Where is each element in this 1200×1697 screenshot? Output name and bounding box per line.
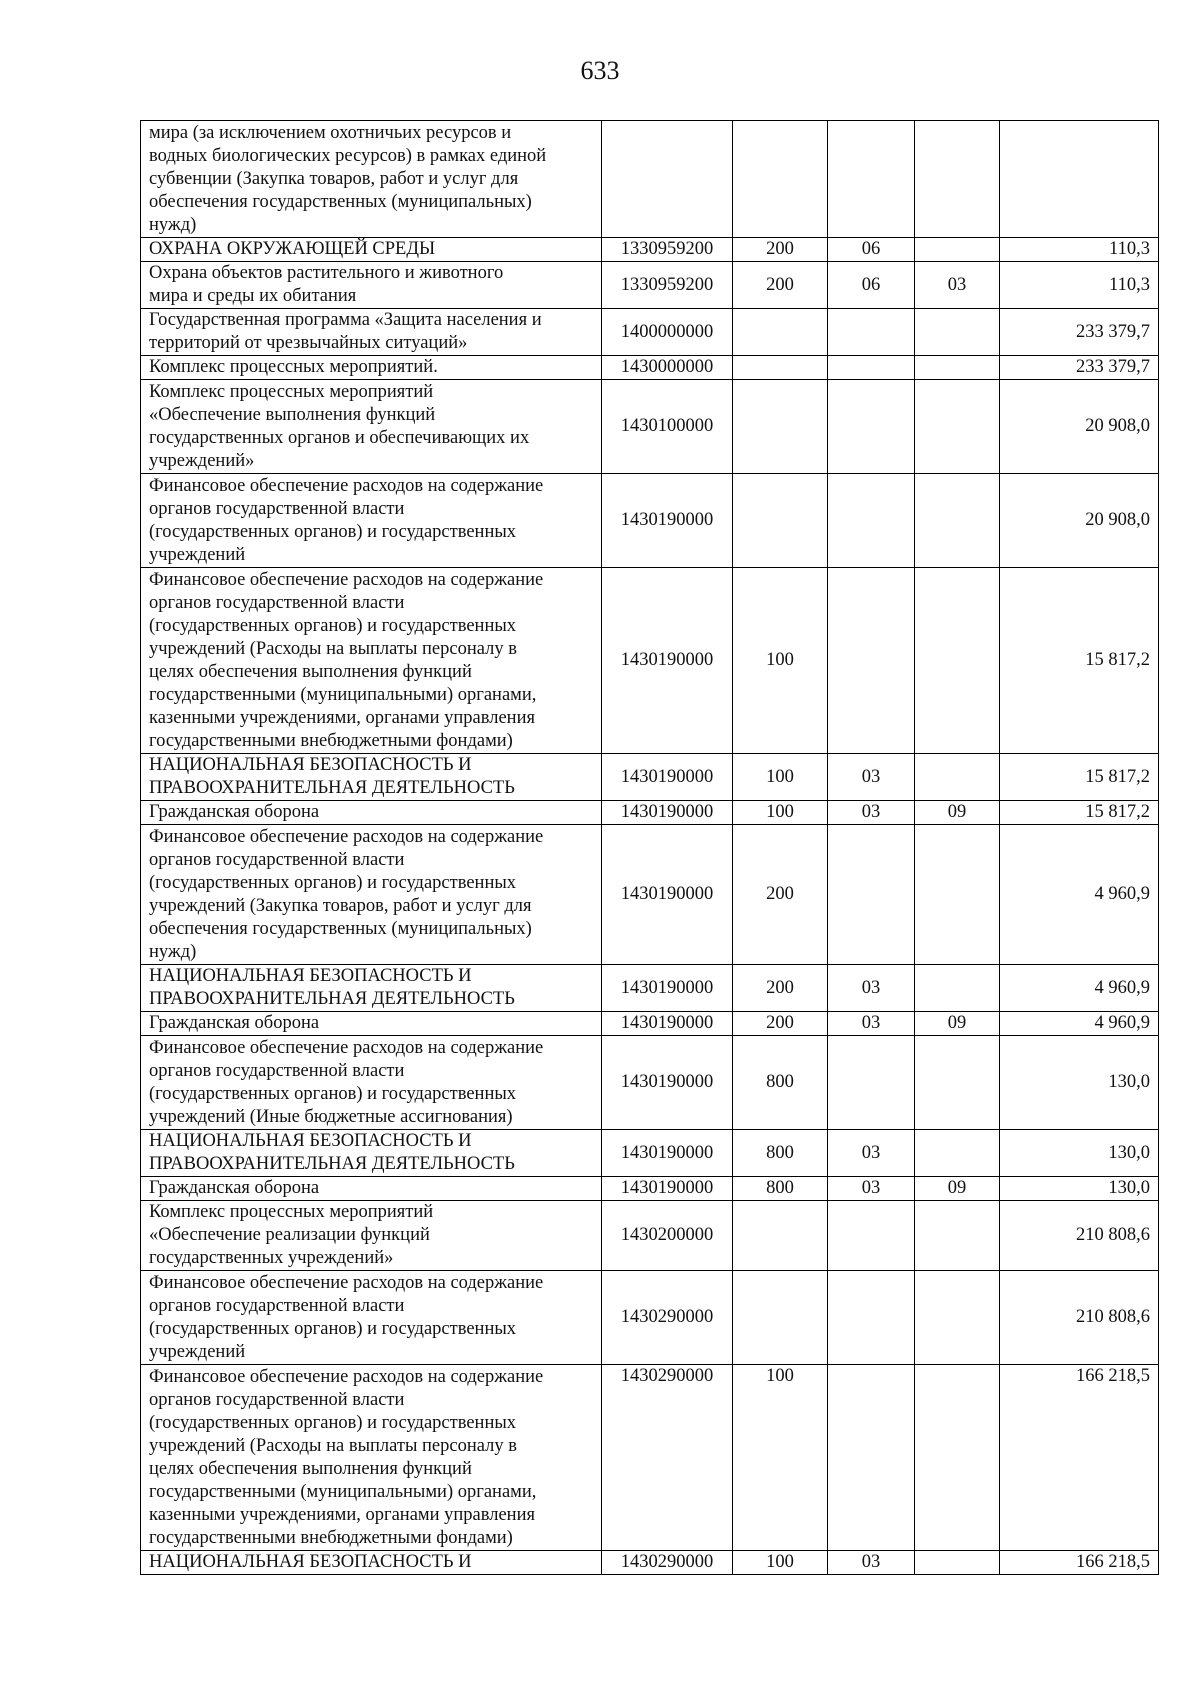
amount: 233 379,7 [1076, 357, 1150, 377]
row-name: НАЦИОНАЛЬНАЯ БЕЗОПАСНОСТЬ И ПРАВООХРАНИТЕЛЬНАЯ ДЕЯТЕЛЬНОСТЬ [149, 755, 515, 798]
expense-type-cell [733, 965, 828, 1012]
target-code: 1330959200 [620, 239, 714, 259]
row-name-cell [141, 121, 602, 238]
target-code-cell [602, 1201, 733, 1271]
target-code: 1430100000 [620, 416, 714, 436]
expense-type: 800 [766, 1178, 794, 1198]
section-code: 03 [861, 1552, 881, 1572]
expense-type: 100 [766, 766, 794, 787]
subsection-code: 09 [947, 802, 967, 822]
row-name: Гражданская оборона [149, 1178, 320, 1198]
target-code-cell [602, 238, 733, 262]
target-code-cell [602, 1012, 733, 1036]
target-code-cell [602, 965, 733, 1012]
target-code-cell [602, 380, 733, 474]
row-name-cell [141, 801, 602, 825]
target-code-cell [602, 262, 733, 309]
row-name-cell [141, 262, 602, 309]
amount-cell [1000, 801, 1159, 825]
subsection-code-cell [915, 1036, 1000, 1130]
section-code: 03 [861, 1142, 881, 1163]
amount: 15 817,2 [1085, 766, 1150, 787]
row-name: Финансовое обеспечение расходов на содержание органов государственной власти (государственных органов) и государственных учреждений (Расходы на выплаты персоналу в целях обеспечения выполнения функций государственными (муниципальными) органами, казенными учреждениями, органами управления государственными внебюджетными фондами) [149, 1366, 544, 1548]
row-name-cell [141, 380, 602, 474]
subsection-code: 09 [947, 1013, 967, 1033]
target-code: 1430200000 [620, 1225, 714, 1245]
expense-type-cell [733, 825, 828, 965]
subsection-code: 09 [947, 1178, 967, 1198]
subsection-code-cell [915, 801, 1000, 825]
table-row [141, 1365, 1159, 1551]
section-code-cell [828, 474, 915, 568]
target-code: 1430190000 [620, 1178, 714, 1198]
amount: 166 218,5 [1076, 1366, 1150, 1386]
row-name-cell [141, 1365, 602, 1551]
subsection-code-cell [915, 965, 1000, 1012]
row-name-cell [141, 309, 602, 356]
subsection-code: 03 [947, 274, 967, 295]
amount: 166 218,5 [1076, 1552, 1150, 1572]
target-code-cell [602, 1271, 733, 1365]
subsection-code-cell [915, 1201, 1000, 1271]
target-code: 1430290000 [620, 1552, 714, 1572]
row-name: Финансовое обеспечение расходов на содержание органов государственной власти (государственных органов) и государственных учреждений (Расходы на выплаты персоналу в целях обеспечения выполнения функций государственными (муниципальными) органами, казенными учреждениями, органами управления государственными внебюджетными фондами) [149, 569, 544, 751]
amount: 15 817,2 [1085, 802, 1150, 822]
expense-type-cell [733, 1365, 828, 1551]
table-row [141, 262, 1159, 309]
section-code-cell [828, 1551, 915, 1575]
target-code: 1430190000 [620, 510, 714, 530]
amount-cell [1000, 356, 1159, 380]
expense-type: 100 [766, 1552, 794, 1572]
row-name-cell [141, 1271, 602, 1365]
target-code-cell [602, 1036, 733, 1130]
budget-table-body [141, 121, 1159, 1575]
amount: 15 817,2 [1085, 650, 1150, 670]
row-name: Комплекс процессных мероприятий. [149, 357, 438, 377]
row-name: Гражданская оборона [149, 802, 320, 822]
table-row [141, 238, 1159, 262]
target-code: 1430190000 [620, 977, 714, 998]
row-name-cell [141, 1130, 602, 1177]
target-code-cell [602, 825, 733, 965]
expense-type: 200 [766, 977, 794, 998]
expense-type: 800 [766, 1142, 794, 1163]
amount-cell [1000, 262, 1159, 309]
subsection-code-cell [915, 754, 1000, 801]
row-name: НАЦИОНАЛЬНАЯ БЕЗОПАСНОСТЬ И ПРАВООХРАНИТЕЛЬНАЯ ДЕЯТЕЛЬНОСТЬ [149, 1131, 515, 1174]
expense-type-cell [733, 1177, 828, 1201]
target-code-cell [602, 1177, 733, 1201]
section-code-cell [828, 1036, 915, 1130]
target-code: 1430190000 [620, 802, 714, 822]
subsection-code-cell [915, 309, 1000, 356]
section-code-cell [828, 965, 915, 1012]
row-name-cell [141, 1036, 602, 1130]
amount-cell [1000, 1012, 1159, 1036]
expense-type-cell [733, 568, 828, 754]
amount-cell [1000, 754, 1159, 801]
expense-type-cell [733, 801, 828, 825]
expense-type: 100 [766, 650, 794, 670]
subsection-code-cell [915, 825, 1000, 965]
amount-cell [1000, 1365, 1159, 1551]
target-code: 1430190000 [620, 1142, 714, 1163]
row-name: Государственная программа «Защита населения и территорий от чрезвычайных ситуаций» [149, 310, 542, 353]
row-name: Комплекс процессных мероприятий «Обеспечение реализации функций государственных учреждений» [149, 1202, 434, 1268]
amount: 20 908,0 [1085, 416, 1150, 436]
section-code-cell [828, 801, 915, 825]
expense-type-cell [733, 1201, 828, 1271]
amount: 130,0 [1108, 1072, 1150, 1092]
expense-type: 200 [766, 1013, 794, 1033]
table-row [141, 1036, 1159, 1130]
section-code: 03 [861, 1178, 881, 1198]
target-code-cell [602, 309, 733, 356]
row-name-cell [141, 825, 602, 965]
row-name: Финансовое обеспечение расходов на содержание органов государственной власти (государственных органов) и государственных учреждений [149, 1272, 544, 1362]
target-code: 1430190000 [620, 650, 714, 670]
expense-type-cell [733, 356, 828, 380]
section-code-cell [828, 754, 915, 801]
subsection-code-cell [915, 238, 1000, 262]
subsection-code-cell [915, 1551, 1000, 1575]
section-code-cell [828, 238, 915, 262]
amount-cell [1000, 474, 1159, 568]
expense-type-cell [733, 121, 828, 238]
amount-cell [1000, 309, 1159, 356]
section-code-cell [828, 568, 915, 754]
row-name-cell [141, 754, 602, 801]
section-code: 06 [861, 274, 881, 295]
section-code-cell [828, 1130, 915, 1177]
row-name-cell [141, 356, 602, 380]
table-row [141, 1012, 1159, 1036]
target-code-cell [602, 1551, 733, 1575]
table-row [141, 1130, 1159, 1177]
section-code: 03 [861, 977, 881, 998]
target-code: 1430190000 [620, 884, 714, 904]
target-code-cell [602, 1130, 733, 1177]
expense-type-cell [733, 1012, 828, 1036]
amount: 4 960,9 [1094, 977, 1150, 998]
table-row [141, 754, 1159, 801]
row-name-cell [141, 238, 602, 262]
row-name: Комплекс процессных мероприятий «Обеспечение выполнения функций государственных органов и обеспечивающих их учреждений» [149, 381, 530, 471]
row-name-cell [141, 1177, 602, 1201]
expense-type-cell [733, 1271, 828, 1365]
expense-type-cell [733, 1551, 828, 1575]
subsection-code-cell [915, 568, 1000, 754]
target-code-cell [602, 754, 733, 801]
row-name: ОХРАНА ОКРУЖАЮЩЕЙ СРЕДЫ [149, 239, 436, 259]
amount-cell [1000, 1271, 1159, 1365]
expense-type-cell [733, 1036, 828, 1130]
row-name: Финансовое обеспечение расходов на содержание органов государственной власти (государственных органов) и государственных учреждений (Иные бюджетные ассигнования) [149, 1037, 544, 1127]
target-code: 1330959200 [620, 274, 714, 295]
subsection-code-cell [915, 1130, 1000, 1177]
amount: 110,3 [1109, 239, 1150, 259]
target-code: 1430290000 [620, 1307, 714, 1327]
expense-type: 100 [766, 802, 794, 822]
target-code: 1430290000 [620, 1366, 714, 1386]
row-name-cell [141, 1012, 602, 1036]
section-code-cell [828, 825, 915, 965]
row-name: Финансовое обеспечение расходов на содержание органов государственной власти (государственных органов) и государственных учреждений (Закупка товаров, работ и услуг для обеспечения государственных (муниципальных) нужд) [149, 826, 544, 962]
section-code-cell [828, 262, 915, 309]
target-code-cell [602, 1365, 733, 1551]
subsection-code-cell [915, 1365, 1000, 1551]
row-name-cell [141, 568, 602, 754]
row-name: мира (за исключением охотничьих ресурсов и водных биологических ресурсов) в рамках единой субвенции (Закупка товаров, работ и услуг для обеспечения государственных (муниципальных) нужд) [149, 122, 547, 235]
amount: 130,0 [1108, 1142, 1150, 1163]
amount: 20 908,0 [1085, 510, 1150, 530]
section-code-cell [828, 1365, 915, 1551]
section-code-cell [828, 121, 915, 238]
amount: 4 960,9 [1094, 1013, 1150, 1033]
row-name: Охрана объектов растительного и животного мира и среды их обитания [149, 263, 504, 306]
row-name-cell [141, 1201, 602, 1271]
amount: 130,0 [1108, 1178, 1150, 1198]
amount-cell [1000, 568, 1159, 754]
expense-type-cell [733, 238, 828, 262]
target-code-cell [602, 801, 733, 825]
amount-cell [1000, 238, 1159, 262]
amount: 110,3 [1109, 274, 1150, 295]
expense-type-cell [733, 309, 828, 356]
table-row [141, 1271, 1159, 1365]
subsection-code-cell [915, 1012, 1000, 1036]
section-code-cell [828, 1201, 915, 1271]
section-code: 03 [861, 1013, 881, 1033]
expense-type-cell [733, 262, 828, 309]
budget-table [140, 120, 1159, 1575]
amount-cell [1000, 1201, 1159, 1271]
amount-cell [1000, 825, 1159, 965]
table-row [141, 965, 1159, 1012]
row-name: Гражданская оборона [149, 1013, 320, 1033]
expense-type: 100 [766, 1366, 794, 1386]
row-name: Финансовое обеспечение расходов на содержание органов государственной власти (государственных органов) и государственных учреждений [149, 475, 544, 565]
target-code-cell [602, 356, 733, 380]
page-number: 633 [580, 56, 620, 85]
target-code: 1400000000 [620, 321, 714, 342]
expense-type-cell [733, 474, 828, 568]
subsection-code-cell [915, 262, 1000, 309]
amount-cell [1000, 1177, 1159, 1201]
table-row [141, 568, 1159, 754]
table-row [141, 1201, 1159, 1271]
row-name: НАЦИОНАЛЬНАЯ БЕЗОПАСНОСТЬ И ПРАВООХРАНИТЕЛЬНАЯ ДЕЯТЕЛЬНОСТЬ [149, 966, 515, 1009]
table-row [141, 121, 1159, 238]
expense-type: 200 [766, 274, 794, 295]
target-code-cell [602, 121, 733, 238]
expense-type-cell [733, 380, 828, 474]
row-name-cell [141, 965, 602, 1012]
expense-type: 200 [766, 884, 794, 904]
amount-cell [1000, 1551, 1159, 1575]
section-code-cell [828, 1177, 915, 1201]
subsection-code-cell [915, 1177, 1000, 1201]
target-code-cell [602, 474, 733, 568]
amount-cell [1000, 1130, 1159, 1177]
section-code-cell [828, 1271, 915, 1365]
row-name-cell [141, 1551, 602, 1575]
subsection-code-cell [915, 121, 1000, 238]
table-row [141, 356, 1159, 380]
target-code: 1430190000 [620, 1013, 714, 1033]
subsection-code-cell [915, 1271, 1000, 1365]
table-row [141, 825, 1159, 965]
target-code: 1430190000 [620, 1072, 714, 1092]
table-row [141, 1177, 1159, 1201]
amount-cell [1000, 965, 1159, 1012]
section-code-cell [828, 356, 915, 380]
section-code-cell [828, 309, 915, 356]
target-code-cell [602, 568, 733, 754]
amount: 210 808,6 [1076, 1225, 1150, 1245]
expense-type: 200 [766, 239, 794, 259]
subsection-code-cell [915, 474, 1000, 568]
table-row [141, 474, 1159, 568]
section-code: 03 [861, 766, 881, 787]
section-code-cell [828, 380, 915, 474]
amount: 210 808,6 [1076, 1307, 1150, 1327]
subsection-code-cell [915, 356, 1000, 380]
table-row [141, 309, 1159, 356]
amount: 233 379,7 [1076, 321, 1150, 342]
section-code: 06 [861, 239, 881, 259]
row-name: НАЦИОНАЛЬНАЯ БЕЗОПАСНОСТЬ И [149, 1552, 472, 1572]
expense-type-cell [733, 1130, 828, 1177]
row-name-cell [141, 474, 602, 568]
section-code: 03 [861, 802, 881, 822]
table-row [141, 1551, 1159, 1575]
expense-type-cell [733, 754, 828, 801]
amount-cell [1000, 121, 1159, 238]
amount-cell [1000, 380, 1159, 474]
table-row [141, 380, 1159, 474]
target-code: 1430000000 [620, 357, 714, 377]
amount: 4 960,9 [1094, 884, 1150, 904]
section-code-cell [828, 1012, 915, 1036]
target-code: 1430190000 [620, 766, 714, 787]
subsection-code-cell [915, 380, 1000, 474]
amount-cell [1000, 1036, 1159, 1130]
table-row [141, 801, 1159, 825]
expense-type: 800 [766, 1072, 794, 1092]
